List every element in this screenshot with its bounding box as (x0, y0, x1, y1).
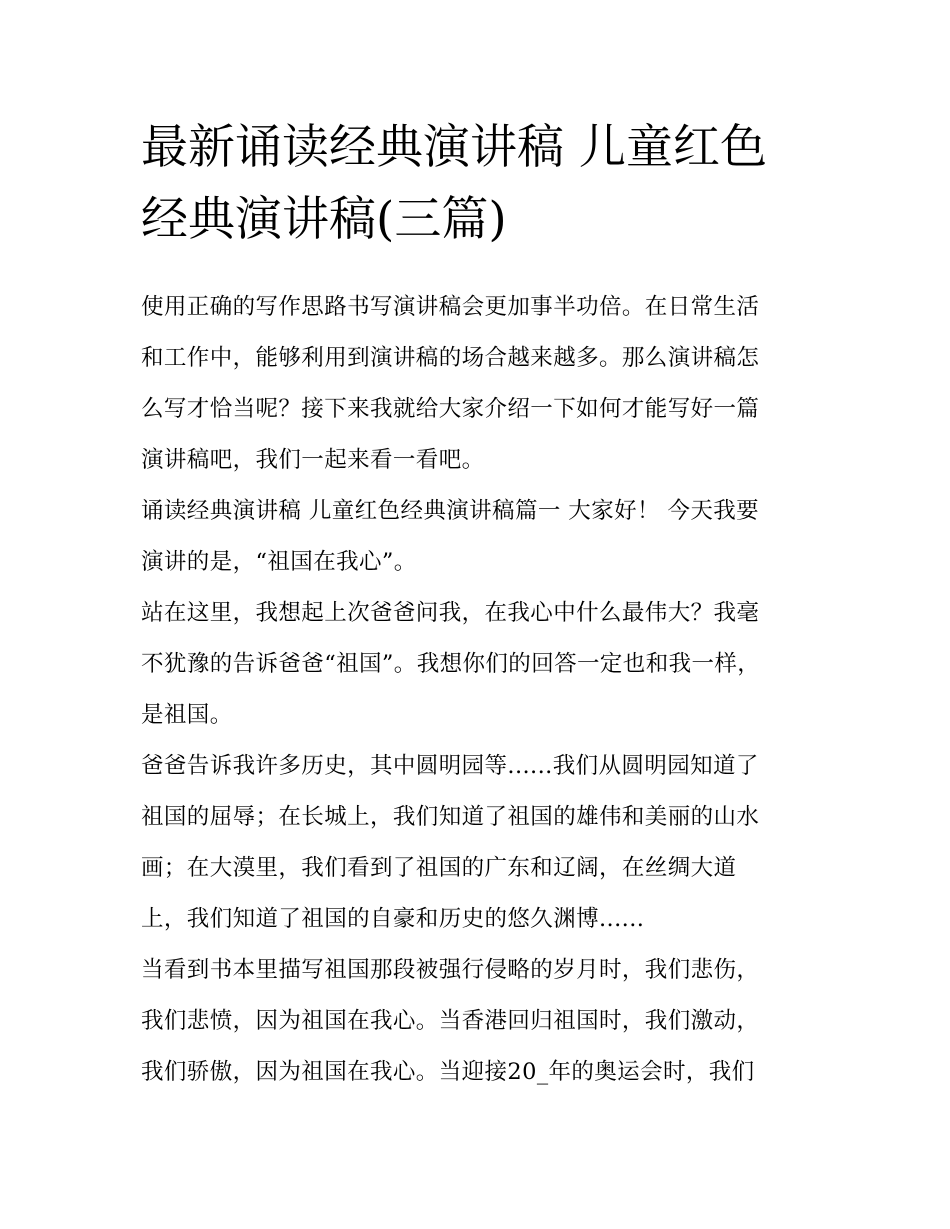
paragraph-intro: 使用正确的写作思路书写演讲稿会更加事半功倍。在日常生活 和工作中，能够利用到演讲稿的场合越来越多。那么演讲稿怎 么写才恰当呢？接下来我就给大家介绍一下如何才能写好一篇 演讲稿吧，我们一起来看一看吧。 (141, 294, 760, 473)
paragraph-greeting: 诵读经典演讲稿 儿童红色经典演讲稿篇一 大家好！ 今天我要 演讲的是，“祖国在我心”。 (141, 498, 760, 575)
paragraph-emotions: 当看到书本里描写祖国那段被强行侵略的岁月时，我们悲伤， 我们悲愤，因为祖国在我心。当香港回归祖国时，我们激动， 我们骄傲，因为祖国在我心。当迎接20_年的奥运会时，我们 (141, 957, 760, 1085)
document-title: 最新诵读经典演讲稿 儿童红色 经典演讲稿(三篇) (141, 120, 767, 247)
paragraph-history: 爸爸告诉我许多历史，其中圆明园等......我们从圆明园知道了 祖国的屈辱；在长城上，我们知道了祖国的雄伟和美丽的山水 画；在大漠里，我们看到了祖国的广东和辽阔，在丝绸大道 上，我们知道了祖国的自豪和历史的悠久渊博...... (141, 753, 760, 932)
paragraph-father-question: 站在这里，我想起上次爸爸问我，在我心中什么最伟大？我毫 不犹豫的告诉爸爸“祖国”。我想你们的回答一定也和我一样， 是祖国。 (141, 600, 761, 728)
document-body (141, 112, 813, 1098)
